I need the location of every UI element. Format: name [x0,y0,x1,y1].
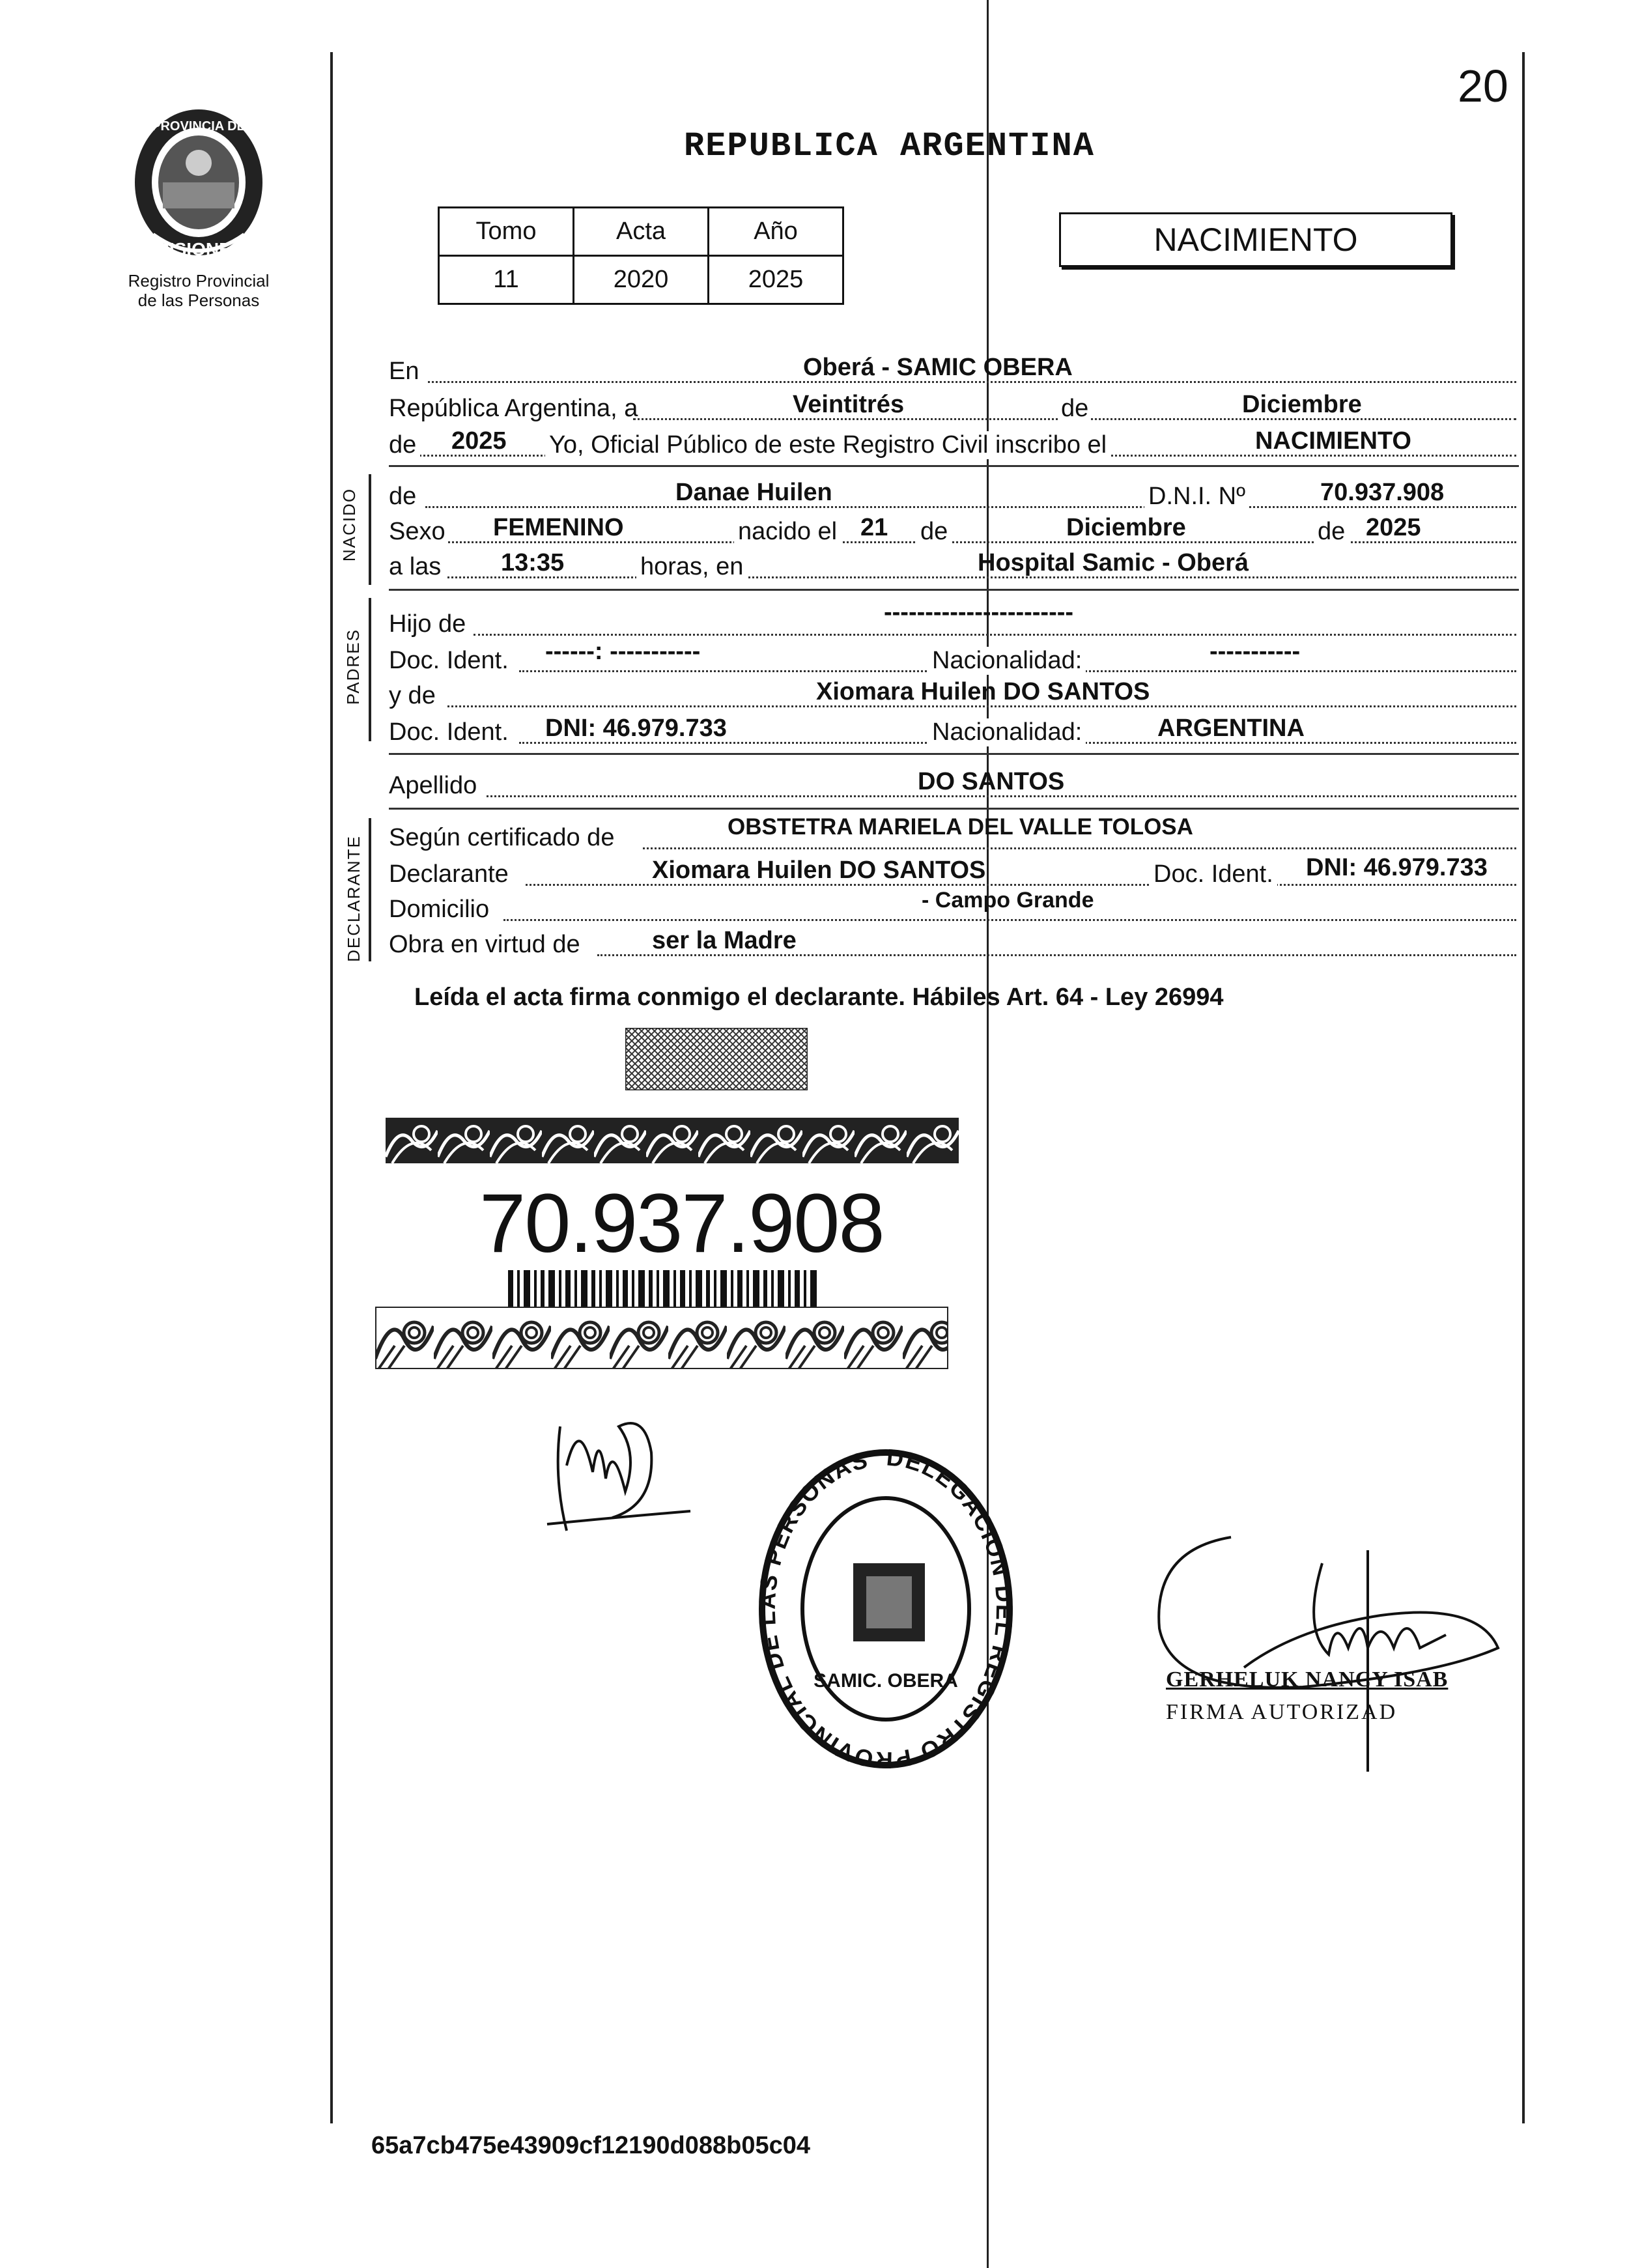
row-father-doc [389,638,1516,677]
en-label: En [389,358,419,385]
registry-logo [111,104,287,310]
handwritten-signature-left [534,1400,703,1537]
declarante-label: Declarante [389,860,511,888]
svg-text:PROVINCIA DE: PROVINCIA DE [152,119,246,134]
nacido-el-label: nacido el [734,518,841,546]
obra-label: Obra en virtud de [389,931,583,959]
birth-de2-label: de [1314,518,1349,546]
decorative-strip-bottom [375,1307,948,1369]
registry-caption-line2: de las Personas [137,291,260,310]
birth-time: 13:35 [501,549,565,576]
declarante-value: Xiomara Huilen DO SANTOS [652,857,986,884]
inscribo-text: Yo, Oficial Público de este Registro Civil inscribo el [545,431,1111,459]
declarante-doc-label: Doc. Ident. [1150,860,1277,888]
separator [389,465,1519,467]
domicilio-label: Domicilio [389,896,492,924]
decorative-strip-top [386,1118,959,1163]
record-type-box: NACIMIENTO [1059,212,1452,267]
security-hologram-icon [625,1028,808,1090]
anio-header: Año [709,208,843,256]
birth-day: 21 [860,514,888,541]
birth-year: 2025 [1366,514,1421,541]
row-domicilio [389,890,1516,926]
document-hash: 65a7cb475e43909cf12190d088b05c04 [371,2132,811,2159]
birth-de-label: de [916,518,952,546]
separator [389,589,1519,591]
row-obra [389,925,1516,961]
day-value: Veintitrés [793,391,905,418]
padres-bracket [369,598,371,741]
name-label: de [389,483,417,510]
row-date [389,389,1516,425]
signatory-role: FIRMA AUTORIZAD [1166,1700,1398,1724]
horas-label: horas, en [636,553,747,581]
name-value: Danae Huilen [675,479,832,506]
mother-doc-label: Doc. Ident. [389,718,511,746]
barcode-number: 70.937.908 [479,1177,884,1270]
domicilio-value: - Campo Grande [922,888,1094,913]
father-nationality: ----------- [1210,638,1301,665]
reference-table-header-row [439,208,843,256]
birth-place: Hospital Samic - Oberá [978,549,1249,576]
dni-label: D.N.I. Nº [1144,483,1249,511]
row-declarante [389,855,1516,891]
page-number: 20 [1458,61,1508,111]
en-value: Oberá - SAMIC OBERA [803,354,1073,381]
dni-value: 70.937.908 [1320,479,1445,506]
separator [389,808,1519,810]
mother-doc: DNI: 46.979.733 [545,715,727,742]
dotted-line [503,919,1516,921]
tomo-header: Tomo [439,208,574,256]
left-margin-line [330,52,333,2123]
sexo-value: FEMENINO [493,514,624,541]
acta-header: Acta [574,208,709,256]
declarante-section-label: DECLARANTE [343,835,363,962]
inscribo-value: NACIMIENTO [1255,427,1411,455]
segun-value: OBSTETRA MARIELA DEL VALLE TOLOSA [728,814,1193,840]
row-mother-doc [389,713,1516,749]
declarante-bracket [369,818,371,961]
signatory-name: GERHELUK NANCY ISAB [1166,1667,1449,1692]
father-doc-label: Doc. Ident. [389,647,511,675]
birth-month: Diciembre [1066,514,1186,541]
a-las-label: a las [389,553,444,581]
tomo-value: 11 [439,256,574,304]
row-hora [389,547,1516,584]
obra-value: ser la Madre [652,927,797,954]
father-nationality-label: Nacionalidad: [928,647,1086,675]
row-y-de [389,676,1516,713]
father-doc: ------: ----------- [545,638,701,665]
country-title: REPUBLICA ARGENTINA [684,127,1095,165]
fold-line [987,0,989,2268]
row-apellido [389,766,1516,802]
mother-value: Xiomara Huilen DO SANTOS [816,678,1150,705]
svg-text:SAMIC. OBERA: SAMIC. OBERA [814,1670,958,1692]
row-segun [389,814,1516,855]
anio-value: 2025 [709,256,843,304]
mother-nationality-label: Nacionalidad: [928,718,1086,746]
y-de-label: y de [389,682,438,710]
de-label: de [1058,395,1091,423]
provincial-seal-icon [127,104,270,267]
segun-label: Según certificado de [389,824,617,852]
republica-label: República Argentina, a [389,395,638,422]
separator [389,753,1519,755]
dotted-line [474,634,1516,636]
month-value: Diciembre [1242,391,1362,418]
right-margin-line [1522,52,1525,2123]
year-prefix: de [389,431,420,459]
svg-text:MISIONES: MISIONES [154,239,244,259]
padres-section-label: PADRES [343,629,363,705]
year-value: 2025 [451,427,507,455]
registry-caption-line1: Registro Provincial [128,271,270,291]
acta-value: 2020 [574,256,709,304]
row-sexo [389,512,1516,548]
reference-table-value-row [439,256,843,304]
nacido-section-label: NACIDO [339,487,360,562]
declarante-doc: DNI: 46.979.733 [1306,854,1488,881]
sexo-label: Sexo [389,518,448,546]
apellido-value: DO SANTOS [918,768,1065,795]
nacido-bracket [369,474,371,585]
row-en [389,352,1516,388]
row-hijo-de [389,599,1516,641]
svg-text:DELEGACION DEL REGISTRO PROVIN: DELEGACION DEL REGISTRO PROVINCIAL DE LAS PERSONAS [753,1443,1019,1774]
row-name [389,477,1516,513]
mother-nationality: ARGENTINA [1157,715,1305,742]
closing-text: Leída el acta firma conmigo el declarante. Hábiles Art. 64 - Ley 26994 [414,984,1224,1011]
dotted-line [643,847,1516,849]
handwritten-signature-right [1133,1524,1524,1785]
reference-table [438,206,844,305]
row-inscribo [389,425,1516,462]
hijo-de-label: Hijo de [389,610,468,638]
apellido-label: Apellido [389,772,479,800]
official-stamp [749,1439,1023,1778]
father-value: ----------------------- [884,599,1074,626]
